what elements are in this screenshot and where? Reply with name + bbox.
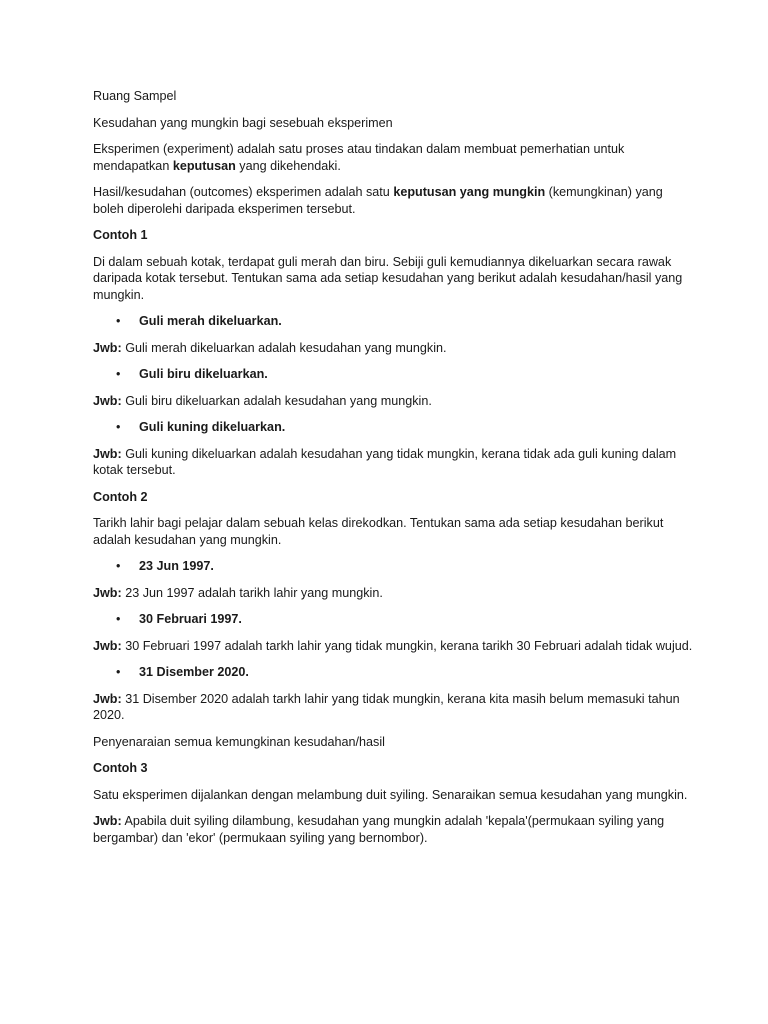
definition-experiment <box>93 141 693 174</box>
contoh-1-answer-1 <box>93 340 693 357</box>
subtitle: Kesudahan yang mungkin bagi sesebuah eksperimen <box>93 115 393 130</box>
contoh-1-bullet-3 <box>93 419 693 436</box>
contoh-2-heading: Contoh 2 <box>93 489 148 504</box>
answer-text: Guli kuning dikeluarkan adalah kesudahan yang tidak mungkin, kerana tidak ada guli kuning dalam kotak tersebut. <box>93 446 677 477</box>
bullet-glyph: • <box>116 420 121 434</box>
answer-text: Apabila duit syiling dilambung, kesudahan yang mungkin adalah 'kepala'(permukaan syiling yang bergambar) dan 'ekor' (permukaan syiling yang bernombor). <box>93 814 665 845</box>
list-item <box>93 419 693 436</box>
bullet-glyph: • <box>116 559 121 573</box>
answer-prefix: Jwb: <box>93 638 122 653</box>
bullet-glyph: • <box>116 314 121 328</box>
contoh-2-bullet-3 <box>93 664 693 681</box>
definition-outcome <box>93 184 693 217</box>
list-item <box>93 313 693 330</box>
contoh-3-answer <box>93 813 693 846</box>
contoh-2-bullet-1 <box>93 558 693 575</box>
contoh-1-heading: Contoh 1 <box>93 228 148 242</box>
answer-text: 23 Jun 1997 adalah tarikh lahir yang mungkin. <box>125 585 383 600</box>
contoh-1-bullet-2 <box>93 366 693 383</box>
bullet-text: Guli biru dikeluarkan. <box>139 367 268 381</box>
list-item <box>93 558 693 575</box>
bullet-text: 23 Jun 1997. <box>139 559 214 573</box>
page-title: Ruang Sampel <box>93 89 177 103</box>
def1-text-b: yang dikehendaki. <box>235 158 341 173</box>
bullet-text: 30 Februari 1997. <box>139 612 242 626</box>
answer-prefix: Jwb: <box>93 393 122 408</box>
bullet-glyph: • <box>116 665 121 679</box>
contoh-2-bullet-2 <box>93 611 693 628</box>
list-item <box>93 366 693 383</box>
bullet-text: Guli kuning dikeluarkan. <box>139 420 286 434</box>
document-content <box>93 88 693 856</box>
answer-text: 31 Disember 2020 adalah tarkh lahir yang tidak mungkin, kerana kita masih belum memasuki tahun 2020. <box>93 691 680 722</box>
contoh-3-heading: Contoh 3 <box>93 761 148 775</box>
answer-prefix: Jwb: <box>93 585 122 600</box>
contoh-1-answer-2 <box>93 393 693 410</box>
bullet-glyph: • <box>116 367 121 381</box>
answer-prefix: Jwb: <box>93 814 122 828</box>
def1-bold: keputusan <box>172 158 236 173</box>
answer-text: 30 Februari 1997 adalah tarkh lahir yang tidak mungkin, kerana tarikh 30 Februari adalah tidak wujud. <box>125 638 693 653</box>
contoh-3-question: Satu eksperimen dijalankan dengan melambung duit syiling. Senaraikan semua kesudahan yang mungkin. <box>93 787 688 802</box>
contoh-2-answer-3 <box>93 691 693 724</box>
list-item <box>93 611 693 628</box>
answer-text: Guli biru dikeluarkan adalah kesudahan yang mungkin. <box>125 393 432 408</box>
contoh-1-bullet-1 <box>93 313 693 330</box>
answer-prefix: Jwb: <box>93 691 122 706</box>
bullet-text: Guli merah dikeluarkan. <box>139 314 282 328</box>
answer-prefix: Jwb: <box>93 446 122 461</box>
list-item <box>93 664 693 681</box>
bullet-glyph: • <box>116 612 121 626</box>
def2-text-b: (kemungkinan) yang boleh diperolehi daripada eksperimen tersebut. <box>93 185 663 216</box>
answer-prefix: Jwb: <box>93 340 122 355</box>
answer-text: Guli merah dikeluarkan adalah kesudahan yang mungkin. <box>125 340 447 355</box>
contoh-1-answer-3 <box>93 446 693 479</box>
def2-text-a: Hasil/kesudahan (outcomes) eksperimen adalah satu <box>93 185 394 199</box>
contoh-2-question: Tarikh lahir bagi pelajar dalam sebuah kelas direkodkan. Tentukan sama ada setiap kesudahan berikut adalah kesudahan yang mungkin. <box>93 516 664 547</box>
def1-text-a: Eksperimen (experiment) adalah satu proses atau tindakan dalam membuat pemerhatian untuk mendapatkan <box>93 142 625 173</box>
def2-bold: keputusan yang mungkin <box>393 185 546 199</box>
contoh-1-question: Di dalam sebuah kotak, terdapat guli merah dan biru. Sebiji guli kemudiannya dikeluarkan secara rawak daripada kotak tersebut. Tentukan sama ada setiap kesudahan yang berikut adalah kesudahan/hasil yang mungkin. <box>93 254 683 302</box>
contoh-2-answer-1 <box>93 585 693 602</box>
contoh-2-answer-2 <box>93 638 693 655</box>
bullet-text: 31 Disember 2020. <box>139 665 249 679</box>
section-heading: Penyenaraian semua kemungkinan kesudahan/hasil <box>93 734 385 749</box>
